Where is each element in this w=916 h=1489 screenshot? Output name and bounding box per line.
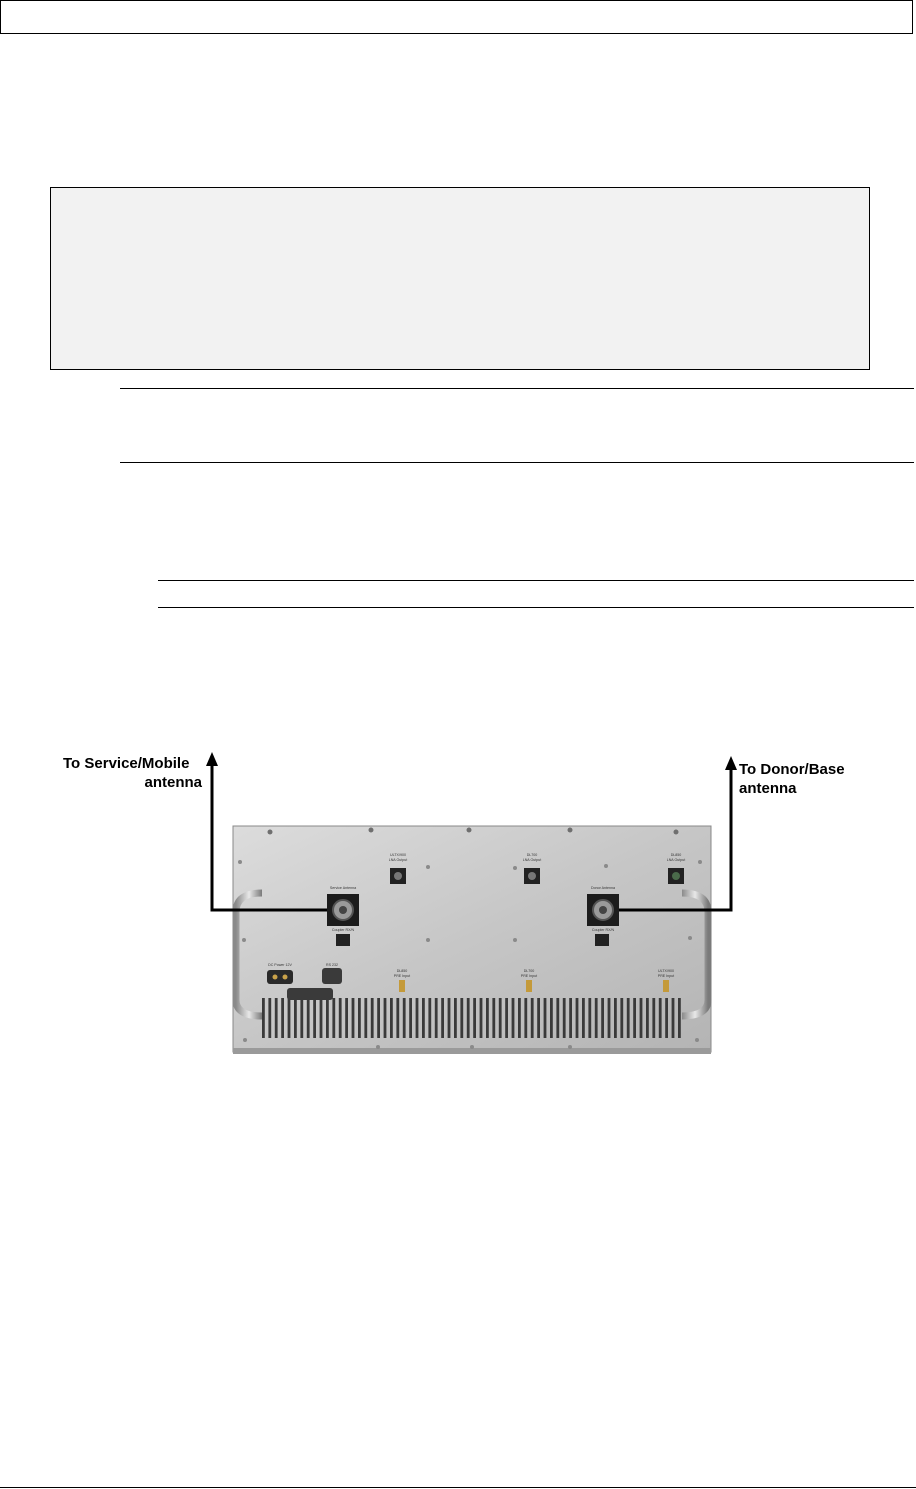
vent-slot [473,998,476,1038]
vent-slot [390,998,393,1038]
vent-slot [614,998,617,1038]
vent-slot [544,998,547,1038]
vent-slot [454,998,457,1038]
label-bottom-left-2: PRE Input [393,974,411,978]
bottom-sma-left [399,980,405,992]
vent-slot [358,998,361,1038]
vent-slot [524,998,527,1038]
vent-slot [409,998,412,1038]
vent-slot [640,998,643,1038]
subtable-bottom-rule [158,607,914,608]
vent-slot [307,998,310,1038]
vent-slot [281,998,284,1038]
coupler-connector-left [336,934,350,946]
vent-slot [268,998,271,1038]
vent-slot [556,998,559,1038]
vent-slot [326,998,329,1038]
vent-slot [620,998,623,1038]
vent-slot [377,998,380,1038]
vent-slot [659,998,662,1038]
vent-slot [646,998,649,1038]
label-ul-top-mid-2: LNA Output [522,858,542,862]
vent-slot [364,998,367,1038]
donor-caption-line2: antenna [739,780,797,797]
vent-slot [422,998,425,1038]
vent-slot [448,998,451,1038]
vent-slot [608,998,611,1038]
vent-slot [652,998,655,1038]
vent-slot [627,998,630,1038]
service-caption-line1: To Service/Mobile [63,755,190,772]
bottom-sma-mid [526,980,532,992]
service-arrowhead [206,752,218,766]
top-connector-mid [524,868,540,884]
label-ul-top-right: DL850 [670,853,682,857]
vent-slot [569,998,572,1038]
service-caption-line2: antenna [144,774,202,791]
label-bottom-right: ULTX/900 [658,969,674,973]
vent-slot [633,998,636,1038]
vent-slot [262,998,265,1038]
coupler-connector-right [595,934,609,946]
label-bottom-mid-2: PRE Input [520,974,538,978]
vent-slot [320,998,323,1038]
vent-slot [486,998,489,1038]
footer-rule [0,1487,916,1488]
vent-slot [396,998,399,1038]
vent-slot [416,998,419,1038]
donor-antenna-connector [587,894,619,926]
table-top-rule [120,388,914,389]
table-bottom-rule [120,462,914,463]
vent-slot [576,998,579,1038]
rs232-connector [322,968,342,984]
bottom-sma-right [663,980,669,992]
label-dc-power: DC Power 12V [268,963,292,967]
vent-slot [384,998,387,1038]
label-ul-top-left-2: LNA Output [388,858,408,862]
vent-slot [403,998,406,1038]
vent-slot [550,998,553,1038]
label-coupler-right: Coupler RX/N [591,928,615,932]
vent-slot [512,998,515,1038]
vent-slot [313,998,316,1038]
repeater-rear-panel-figure [0,745,916,1075]
label-ul-top-mid: DL700 [526,853,538,857]
subtable-top-rule [158,580,914,581]
vent-slot [678,998,681,1038]
vent-slot [371,998,374,1038]
top-connector-left [390,868,406,884]
vent-slot [467,998,470,1038]
vent-slot [595,998,598,1038]
label-rs232: RS 232 [326,963,338,967]
vent-slot [499,998,502,1038]
label-donor-antenna: Donor Antenna [591,886,615,890]
vent-slot [352,998,355,1038]
label-coupler-left: Coupler RX/N [331,928,355,932]
donor-arrowhead [725,756,737,770]
top-connector-right [668,868,684,884]
donor-caption-line1: To Donor/Base [739,761,845,778]
vent-slot [300,998,303,1038]
vent-slot [518,998,521,1038]
vent-slot [601,998,604,1038]
vent-slot [435,998,438,1038]
vent-slot [428,998,431,1038]
vent-slot [665,998,668,1038]
vent-slot [582,998,585,1038]
label-bottom-left: DL850 [396,969,408,973]
vent-slot [345,998,348,1038]
vent-slot [563,998,566,1038]
vent-slot [588,998,591,1038]
vent-slot [492,998,495,1038]
vent-slot [288,998,291,1038]
vent-slot [294,998,297,1038]
vent-slot [480,998,483,1038]
label-service-antenna: Service Antenna [329,886,357,890]
vent-slot [672,998,675,1038]
note-box [50,187,870,370]
vent-slot [531,998,534,1038]
label-ul-top-left: ULTX/900 [390,853,406,857]
vent-slot [441,998,444,1038]
vent-slot [537,998,540,1038]
vent-slot [460,998,463,1038]
label-bottom-right-2: PRE Input [657,974,675,978]
vent-slot [339,998,342,1038]
service-antenna-connector [327,894,359,926]
chassis-panel [233,826,711,1052]
vent-slot [505,998,508,1038]
page-header-box [0,0,913,34]
label-ul-top-right-2: LNA Output [666,858,686,862]
vent-slot [275,998,278,1038]
label-bottom-mid: DL700 [523,969,535,973]
vent-slot [332,998,335,1038]
dc-power-connector [267,970,293,984]
